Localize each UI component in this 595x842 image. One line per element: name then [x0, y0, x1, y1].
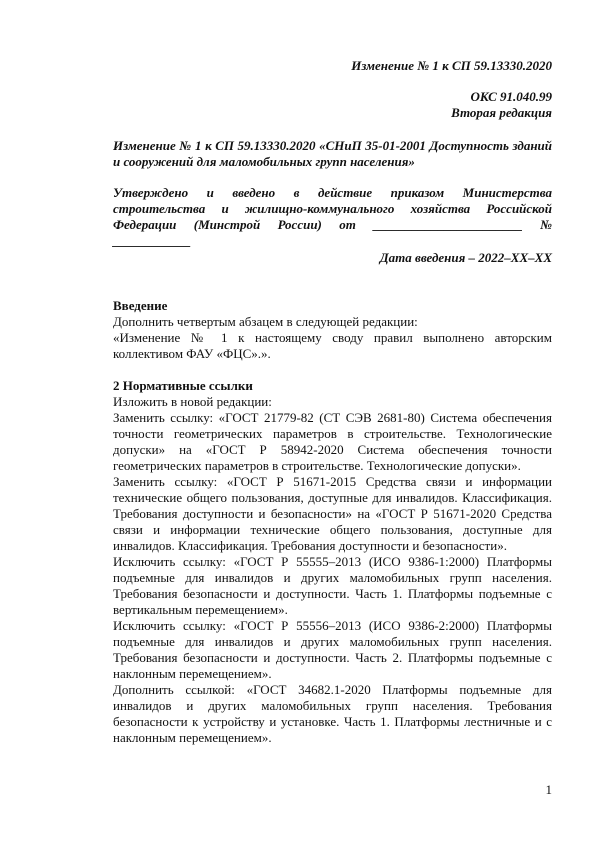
oks-code: ОКС 91.040.99 [470, 89, 552, 104]
reference-paragraph: Исключить ссылку: «ГОСТ Р 55556–2013 (ИСО 9386-2:2000) Платформы подъемные для инвалидов и других маломобильных групп населения. Требования безопасности и доступности. Часть 2. Платформы подъемные с наклонным перемещением». [113, 618, 552, 681]
intro-instruction: Дополнить четвертым абзацем в следующей редакции: [113, 314, 418, 329]
reference-paragraph: Дополнить ссылкой: «ГОСТ 34682.1-2020 Платформы подъемные для инвалидов и других маломобильных групп населения. Требования безопасности к устройству и установке. Часть 1. Платформы лестничные и с наклонным перемещением». [113, 682, 552, 745]
edition-label: Вторая редакция [451, 105, 552, 120]
change-header: Изменение № 1 к СП 59.13330.2020 [351, 58, 552, 73]
reference-paragraph: Исключить ссылку: «ГОСТ Р 55555–2013 (ИСО 9386-1:2000) Платформы подъемные для инвалидов и других маломобильных групп населения. Требования безопасности и доступности. Часть 1. Платформы подъемные с вертикальным перемещением». [113, 554, 552, 617]
reference-paragraph: Заменить ссылку: «ГОСТ Р 51671-2015 Средства связи и информации технические общего пользования, доступные для инвалидов. Классификация. Требования доступности и безопасности» на «ГОСТ Р 51671-2020 Средства связи и информации технические общего пользования, доступные для инвалидов. Классификация. Требования доступности и безопасности». [113, 474, 552, 553]
normative-references-section [113, 378, 552, 746]
effective-date: Дата введения – 2022–XX–XX [379, 250, 552, 265]
page-number: 1 [545, 782, 552, 797]
intro-heading: Введение [113, 298, 168, 313]
intro-section [113, 298, 552, 362]
section2-heading: 2 Нормативные ссылки [113, 378, 253, 393]
reference-paragraph: Заменить ссылку: «ГОСТ 21779-82 (СТ СЭВ 2681-80) Система обеспечения точности геометрических параметров в строительстве. Технологические допуски» на «ГОСТ Р 58942-2020 Система обеспечения точности геометрических параметров в строительстве. Технологические допуски». [113, 410, 552, 473]
intro-text: «Изменение № 1 к настоящему своду правил выполнено авторским коллективом ФАУ «ФЦС».». [113, 330, 552, 361]
section2-instruction: Изложить в новой редакции: [113, 394, 272, 409]
approval-statement: Утверждено и введено в действие приказом Министерства строительства и жилищно-коммунального хозяйства Российской Федерации (Минстрой России) от _______________________ № ____________ [113, 185, 552, 248]
document-title: Изменение № 1 к СП 59.13330.2020 «СНиП 35-01-2001 Доступность зданий и сооружений для маломобильных групп населения» [113, 138, 552, 169]
